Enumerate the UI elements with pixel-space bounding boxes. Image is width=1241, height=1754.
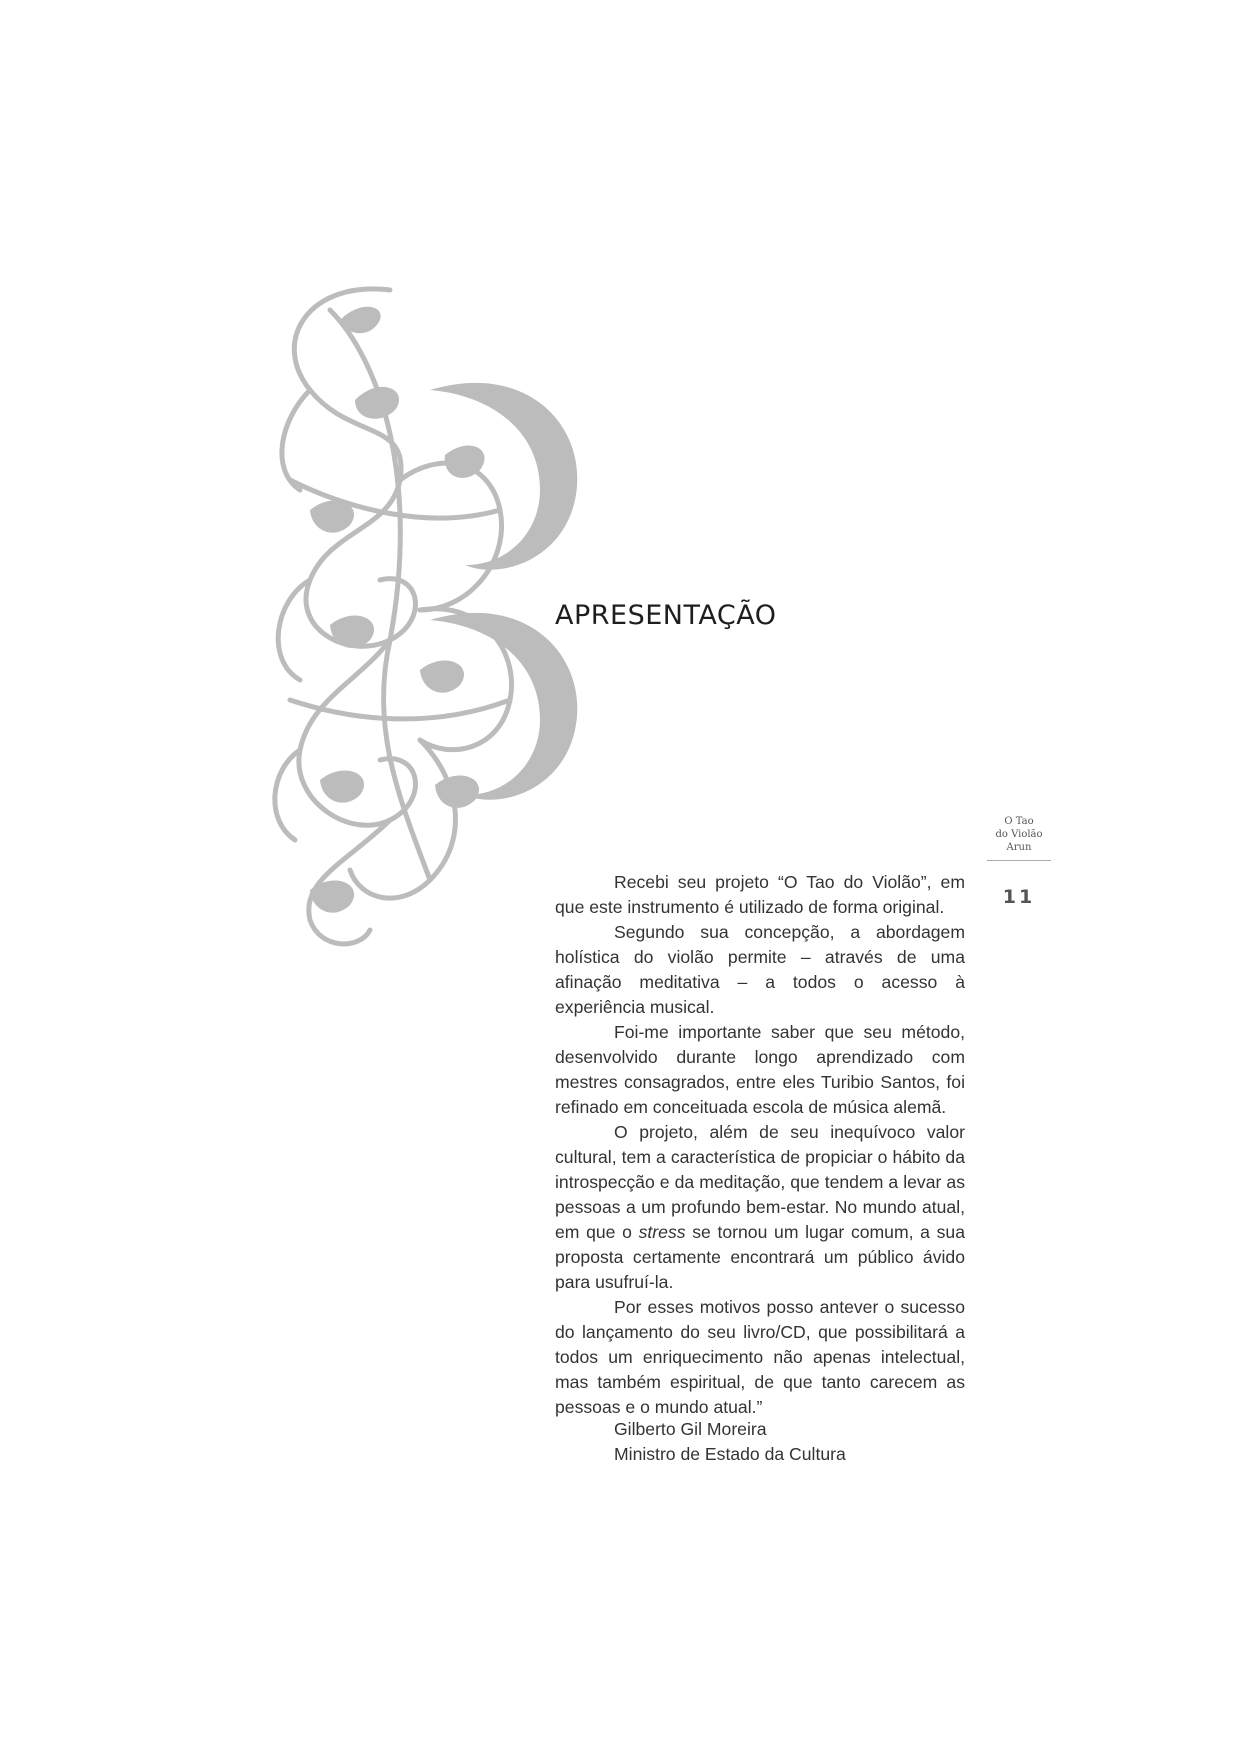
signature-role: Ministro de Estado da Cultura xyxy=(614,1444,846,1464)
floral-scroll-ornament-icon xyxy=(270,280,600,960)
signature xyxy=(614,1417,846,1467)
paragraph: Por esses motivos posso antever o sucesso do lançamento do seu livro/CD, que possibilitará a todos um enriquecimento não apenas intelectual, mas também espiritual, de que tanto carecem as pessoas e o mundo atual.” xyxy=(555,1297,965,1417)
signature-name: Gilberto Gil Moreira xyxy=(614,1419,767,1439)
emphasis: stress xyxy=(638,1222,686,1242)
running-head xyxy=(985,815,1053,861)
paragraph-text: O projeto, além de seu inequívoco valor cultural, tem a característica de propiciar o hábito da introspecção e da meditação, que tendem a levar as pessoas a um profundo bem-estar. No mundo atual, em que o xyxy=(555,1122,965,1242)
running-head-line: O Tao xyxy=(1004,816,1034,827)
running-head-line: do Violão xyxy=(995,829,1043,840)
paragraph: Foi-me importante saber que seu método, desenvolvido durante longo aprendizado com mestres consagrados, entre eles Turibio Santos, foi refinado em conceituada escola de música alemã. xyxy=(555,1022,965,1117)
paragraph xyxy=(555,1120,965,1295)
paragraph: Recebi seu projeto “O Tao do Violão”, em que este instrumento é utilizado de forma original. xyxy=(555,872,965,917)
page-title: APRESENTAÇÃO xyxy=(555,600,777,631)
running-head-line: Arun xyxy=(1006,842,1032,853)
running-head-rule xyxy=(987,860,1051,861)
paragraph: Segundo sua concepção, a abordagem holística do violão permite – através de uma afinação meditativa – a todos o acesso à experiência musical. xyxy=(555,922,965,1017)
body-text xyxy=(555,870,965,1420)
paragraph-text: se tornou um lugar comum, a sua proposta certamente encontrará um público ávido para usufruí-la. xyxy=(555,1222,966,1292)
page-number: 11 xyxy=(1002,886,1036,908)
